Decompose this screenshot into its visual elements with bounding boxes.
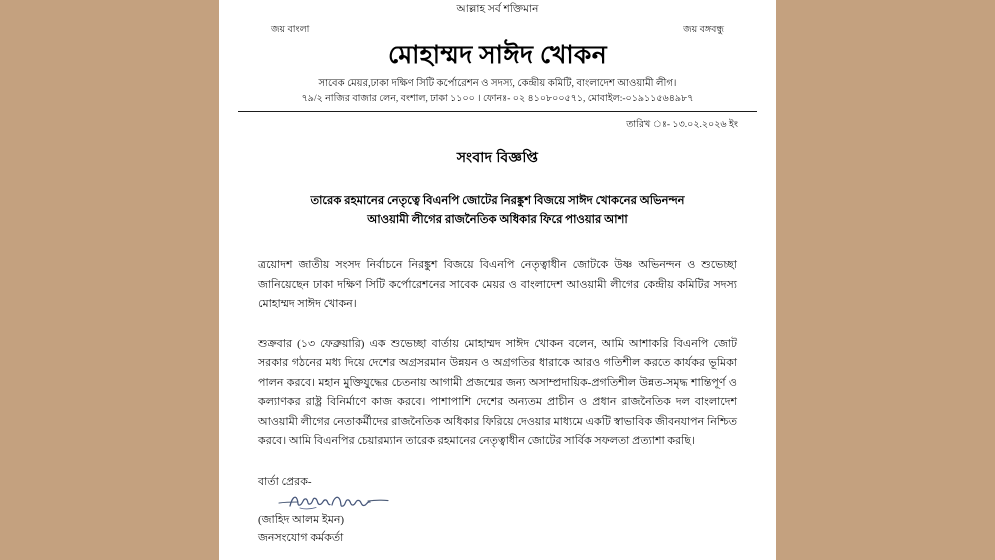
letter-body <box>238 256 757 452</box>
signature-block <box>238 474 757 547</box>
body-paragraph-1: ত্রয়োদশ জাতীয় সংসদ নির্বাচনে নিরঙ্কুশ বিজয়ে বিএনপি নেতৃত্বাধীন জোটকে উষ্ণ অভিনন্দন ও শুভেচ্ছা জানিয়েছেন ঢাকা দক্ষিণ সিটি কর্পোরেশনের সাবেক মেয়র ও বাংলাদেশ আওয়ামী লীগের কেন্দ্রীয় কমিটির সদস্য মোহাম্মদ সাঈদ খোকন। <box>258 259 737 310</box>
headline-line-1: তারেক রহমানের নেতৃত্বে বিএনপি জোটের নিরঙ্কুশ বিজয়ে সাঈদ খোকনের অভিনন্দন <box>310 195 685 207</box>
letterhead-address: ৭৯/২ নাজির বাজার লেন, বংশাল, ঢাকা ১১০০ । ফোনঃ- ০২ ৪১০৮০০৫৭১, মোবাইল:-০১৯১১৫৬৪৯৮৭ <box>301 94 694 104</box>
signatory-name: (জাহিদ আলম ইমন) <box>258 513 345 526</box>
invocation-text: আল্লাহ সর্ব শক্তিমান <box>456 4 539 15</box>
headline <box>238 192 757 230</box>
letter-date: তারিখ ঃ- ১৩.০২.২০২৬ ইং <box>626 120 738 130</box>
signatory-role: জনসংযোগ কর্মকর্তা <box>258 531 344 544</box>
header-divider <box>238 111 757 112</box>
letterhead-name: মোহাম্মদ সাঈদ খোকন <box>388 42 607 69</box>
sender-label: বার্তা প্রেরক- <box>258 475 312 488</box>
page-title: সংবাদ বিজ্ঞপ্তি <box>456 151 539 166</box>
slogan-row <box>238 23 757 38</box>
document-page <box>219 0 776 560</box>
slogan-right: জয় বঙ্গবন্ধু <box>683 25 724 35</box>
body-paragraph-2: শুক্রবার (১৩ ফেব্রুয়ারি) এক শুভেচ্ছা বার্তায় মোহাম্মদ সাঈদ খোকন বলেন, আমি আশাকরি বিএনপি জোট সরকার গঠনের মধ্য দিয়ে দেশের অগ্রসরমান উন্নয়ন ও অগ্রগতির ধারাকে আরও গতিশীল করতে কার্যকর ভূমিকা পালন করবে। মহান মুক্তিযুদ্ধের চেতনায় আগামী প্রজন্মের জন্য অসাম্প্রদায়িক-প্রগতিশীল উন্নত-সমৃদ্ধ শান্তিপূর্ণ ও কল্যাণকর রাষ্ট্র বিনির্মাণে কাজ করবে। পাশাপাশি দেশের অন্যতম প্রাচীন ও প্রধান রাজনৈতিক দল বাংলাদেশ আওয়ামী লীগের নেতাকর্মীদের রাজনৈতিক অধিকার ফিরিয়ে দেওয়ার মাধ্যমে একটি স্বাভাবিক জীবনযাপন নিশ্চিত করবে। আমি বিএনপির চেয়ারম্যান তারেক রহমানের নেতৃত্বাধীন জোটের সার্বিক সফলতা প্রত্যাশা করছি। <box>258 337 737 447</box>
slogan-left: জয় বাংলা <box>271 25 310 35</box>
headline-line-2: আওয়ামী লীগের রাজনৈতিক অধিকার ফিরে পাওয়ার আশা <box>367 214 628 226</box>
letterhead-designation: সাবেক মেয়র,ঢাকা দক্ষিণ সিটি কর্পোরেশন ও সদস্য, কেন্দ্রীয় কমিটি, বাংলাদেশ আওয়ামী লীগ। <box>318 78 677 89</box>
letter-sheet <box>219 3 776 560</box>
handwritten-signature-icon <box>276 492 396 512</box>
